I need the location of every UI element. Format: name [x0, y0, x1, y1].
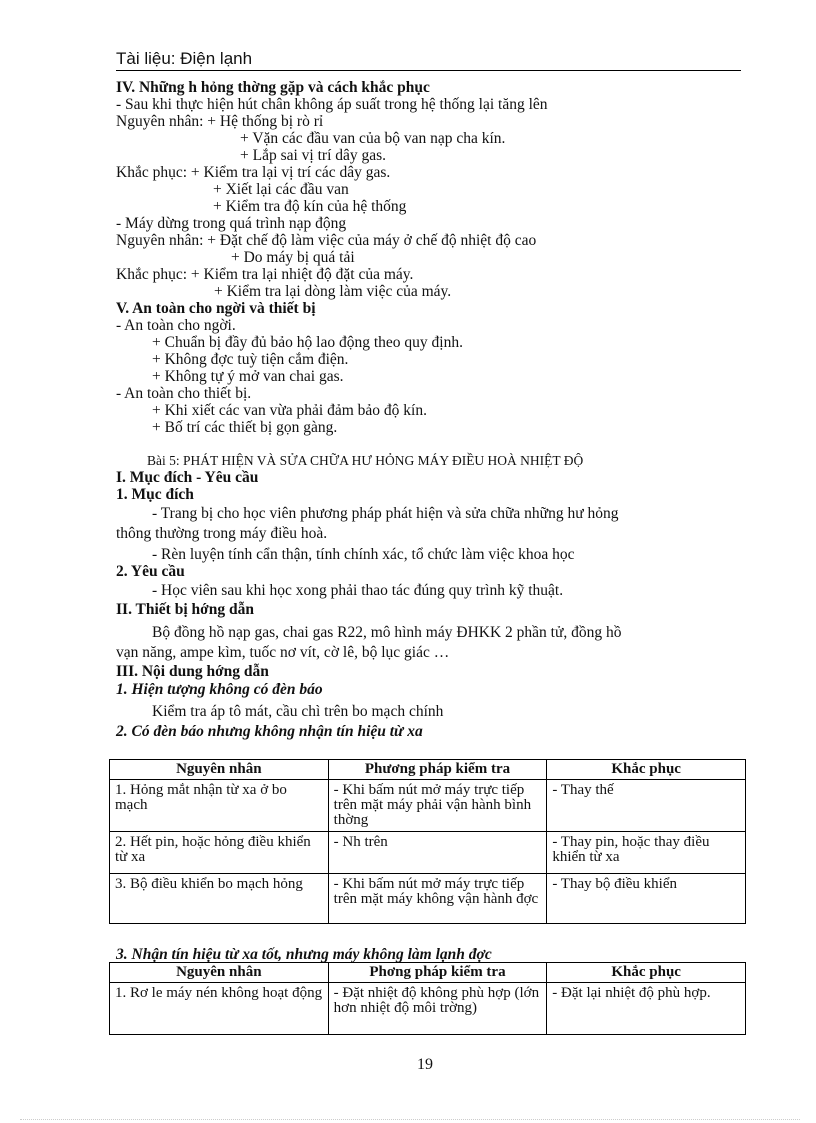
column-header: Phương pháp kiểm tra — [328, 760, 547, 780]
text-line: - Sau khi thực hiện hút chân không áp suất trong hệ thống lại tăng lên — [116, 96, 548, 113]
table-cell: - Thay thế — [547, 780, 746, 832]
table-cell: 3. Bộ điều khiển bo mạch hỏng — [110, 874, 329, 924]
item-2-heading: 2. Có đèn báo nhưng không nhận tín hiệu từ xa — [116, 723, 423, 740]
troubleshooting-table-1 — [109, 759, 746, 924]
text-line: + Không tự ý mở van chai gas. — [152, 368, 344, 385]
column-header: Nguyên nhân — [110, 963, 329, 983]
table-cell: - Thay bộ điều khiển — [547, 874, 746, 924]
purpose-heading: I. Mục đích - Yêu cầu — [116, 469, 259, 486]
column-header: Nguyên nhân — [110, 760, 329, 780]
page-number: 19 — [417, 1056, 433, 1073]
table-row — [110, 832, 746, 874]
text-line: + Lắp sai vị trí dây gas. — [240, 147, 387, 164]
table-cell: - Nh trên — [328, 832, 547, 874]
text-line: Nguyên nhân: + Hệ thống bị rò rỉ — [116, 113, 324, 130]
text-line: + Bố trí các thiết bị gọn gàng. — [152, 419, 338, 436]
section-4-heading: IV. Những h hỏng thờng gặp và cách khắc phục — [116, 79, 430, 96]
table-row — [110, 874, 746, 924]
text-line: Kiểm tra áp tô mát, cầu chì trên bo mạch chính — [152, 703, 444, 720]
section-5-heading: V. An toàn cho ngời và thiết bị — [116, 300, 316, 317]
content-heading: III. Nội dung hớng dẫn — [116, 663, 269, 680]
text-line: thông thường trong máy điều hoà. — [116, 525, 328, 542]
text-line: + Không đợc tuỳ tiện cắm điện. — [152, 351, 349, 368]
text-line: vạn năng, ampe kìm, tuốc nơ vít, cờ lê, bộ lục giác … — [116, 644, 450, 661]
document-header: Tài liệu: Điện lạnh — [116, 49, 253, 68]
table-cell: - Đặt nhiệt độ không phù hợp (lớn hơn nhiệt độ môi trờng) — [328, 983, 547, 1035]
text-line: - Máy dừng trong quá trình nạp động — [116, 215, 347, 232]
table-cell: - Khi bấm nút mở máy trực tiếp trên mặt máy phải vận hành bình thờng — [328, 780, 547, 832]
column-header: Phơng pháp kiểm tra — [328, 963, 547, 983]
troubleshooting-table-2 — [109, 962, 746, 1035]
column-header: Khắc phục — [547, 963, 746, 983]
equipment-heading: II. Thiết bị hớng dẫn — [116, 601, 254, 618]
text-line: - Rèn luyện tính cẩn thận, tính chính xác, tổ chức làm việc khoa học — [152, 546, 575, 563]
table-row — [110, 983, 746, 1035]
page-bottom-edge — [20, 1119, 800, 1120]
table-row — [110, 780, 746, 832]
text-line: - An toàn cho ngời. — [116, 317, 236, 334]
text-line: - Trang bị cho học viên phương pháp phát hiện và sửa chữa những hư hỏng — [152, 505, 619, 522]
table-cell: - Đặt lại nhiệt độ phù hợp. — [547, 983, 746, 1035]
text-line: Khắc phục: + Kiểm tra lại nhiệt độ đặt của máy. — [116, 266, 414, 283]
text-line: + Xiết lại các đầu van — [213, 181, 349, 198]
column-header: Khắc phục — [547, 760, 746, 780]
text-line: - Học viên sau khi học xong phải thao tác đúng quy trình kỹ thuật. — [152, 582, 564, 599]
text-line: + Do máy bị quá tải — [231, 249, 355, 266]
lesson-title: Bài 5: PHÁT HIỆN VÀ SỬA CHỮA HƯ HỎNG MÁY ĐIỀU HOÀ NHIỆT ĐỘ — [147, 453, 584, 468]
table-cell: 1. Hỏng mắt nhận từ xa ở bo mạch — [110, 780, 329, 832]
text-line: + Vặn các đầu van của bộ van nạp cha kín. — [240, 130, 506, 147]
text-line: + Kiểm tra lại dòng làm việc của máy. — [214, 283, 452, 300]
header-rule — [116, 70, 741, 71]
table-cell: 1. Rơ le máy nén không hoạt động — [110, 983, 329, 1035]
table-cell: - Khi bấm nút mở máy trực tiếp trên mặt máy không vận hành đợc — [328, 874, 547, 924]
item-3-heading: 3. Nhận tín hiệu từ xa tốt, nhưng máy không làm lạnh đợc — [116, 946, 492, 963]
text-line: + Khi xiết các van vừa phải đảm bảo độ kín. — [152, 402, 427, 419]
table-header-row — [110, 963, 746, 983]
table-cell: - Thay pin, hoặc thay điều khiển từ xa — [547, 832, 746, 874]
text-line: + Chuẩn bị đầy đủ bảo hộ lao động theo quy định. — [152, 334, 463, 351]
table-header-row — [110, 760, 746, 780]
subheading-requirement: 2. Yêu cầu — [116, 563, 185, 580]
text-line: + Kiểm tra độ kín của hệ thống — [213, 198, 407, 215]
text-line: - An toàn cho thiết bị. — [116, 385, 252, 402]
item-1-heading: 1. Hiện tượng không có đèn báo — [116, 681, 323, 698]
text-line: Nguyên nhân: + Đặt chế độ làm việc của máy ở chế độ nhiệt độ cao — [116, 232, 537, 249]
text-line: Khắc phục: + Kiểm tra lại vị trí các dây gas. — [116, 164, 391, 181]
table-cell: 2. Hết pin, hoặc hỏng điều khiển từ xa — [110, 832, 329, 874]
text-line: Bộ đồng hồ nạp gas, chai gas R22, mô hình máy ĐHKK 2 phần tử, đồng hồ — [152, 624, 622, 641]
subheading-purpose: 1. Mục đích — [116, 486, 194, 503]
